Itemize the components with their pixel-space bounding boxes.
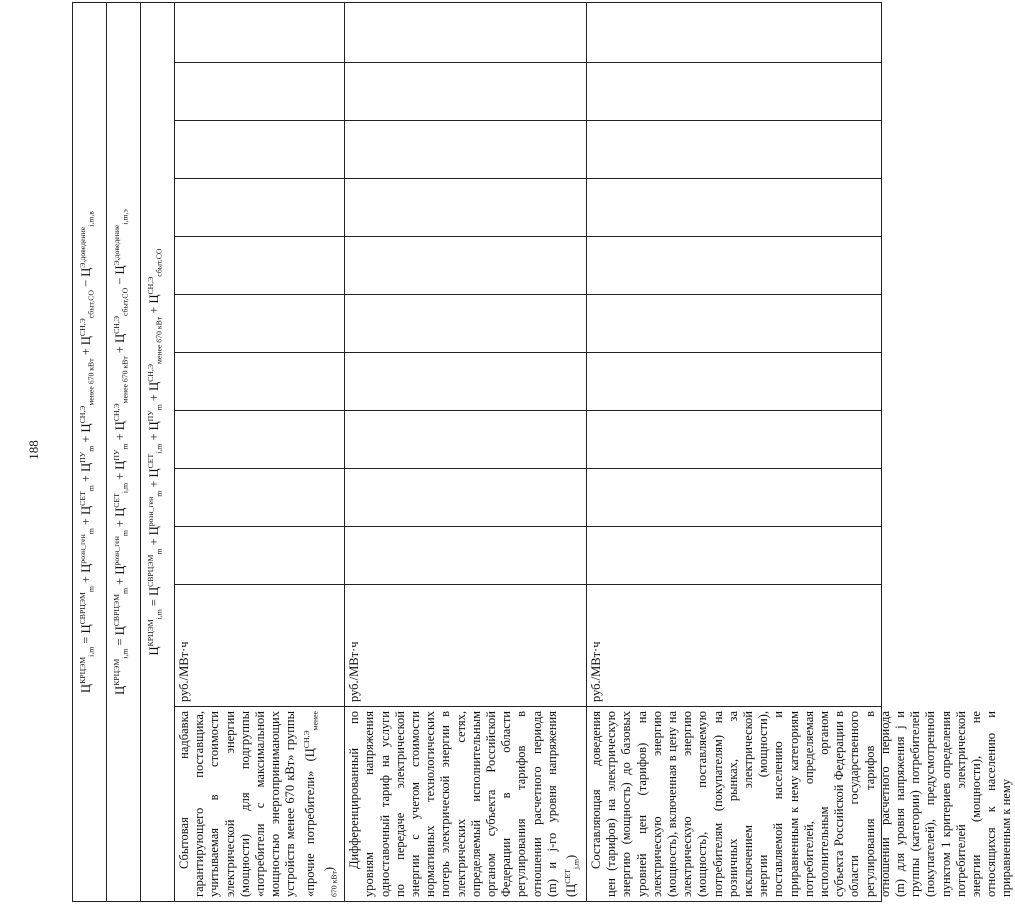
value-cell xyxy=(345,121,587,179)
rotated-page xyxy=(70,0,1014,905)
formula-row-2 xyxy=(107,2,141,901)
value-cell xyxy=(175,353,345,411)
row-description: Дифференцированный по уровням напряжения одноставочный тариф на услуги по передаче электрической энергии с учетом стоимости нормативных технологических потерь электрической энергии в электрических сетях, определяемый исполнительным органом субъекта Российской Федерации в области регулирования тарифов в отношении расчетного периода (m) и j-го уровня напряжения $(Ц^{СЕТ}_{j,m})$ xyxy=(345,707,587,902)
value-cell xyxy=(175,121,345,179)
value-cell xyxy=(345,179,587,237)
row-unit: руб./МВт·ч xyxy=(175,585,345,707)
value-cell xyxy=(345,63,587,121)
table-container xyxy=(70,0,1014,905)
value-cell xyxy=(175,63,345,121)
value-cell xyxy=(586,237,881,295)
value-cell xyxy=(345,527,587,585)
table-row xyxy=(175,2,345,901)
value-cell xyxy=(586,63,881,121)
table-row xyxy=(586,2,881,901)
value-cell xyxy=(345,2,587,62)
value-cell xyxy=(586,411,881,469)
value-cell xyxy=(345,295,587,353)
table-row xyxy=(345,2,587,901)
value-cell xyxy=(175,179,345,237)
value-cell xyxy=(175,527,345,585)
value-cell xyxy=(586,121,881,179)
formula-row-1 xyxy=(73,2,107,901)
value-cell xyxy=(586,179,881,237)
formula-cell-1 xyxy=(73,2,107,901)
formula-cell-2 xyxy=(107,2,141,901)
value-cell xyxy=(586,295,881,353)
value-cell xyxy=(345,353,587,411)
row-unit: руб./МВт·ч xyxy=(345,585,587,707)
value-cell xyxy=(345,469,587,527)
value-cell xyxy=(586,527,881,585)
value-cell xyxy=(175,237,345,295)
formula-cell-3 xyxy=(141,2,175,901)
value-cell xyxy=(175,411,345,469)
value-cell xyxy=(586,2,881,62)
value-cell xyxy=(586,469,881,527)
value-cell xyxy=(175,469,345,527)
row-unit: руб./МВт·ч xyxy=(586,585,881,707)
row-description: Сбытовая надбавка гарантирующего поставщика, учитываемая в стоимости электрической энергии (мощности) для подгруппы «потребители с максимальной мощностью энергопринимающих устройств менее 670 кВт» группы «прочие потребители» $(Ц^{СН,Э}_{менее 670 кВт})$ xyxy=(175,707,345,902)
tariff-table xyxy=(72,2,1014,902)
formula-2: $Ц^{КРЦЭМ}_{i,m} = Ц^{СВРЦЭМ}_m + Ц^{розн\_ген}_m + Ц^{СЕТ}_{i,m} + Ц^{ПУ}_m + Ц^{СН,Э}_{менее 670 кВт} + Ц^{СН,Э}_{сбыт,СО} - Ц^{Э,доведение}_{i,m,э}$ xyxy=(112,209,130,695)
value-cell xyxy=(345,411,587,469)
value-cell xyxy=(175,295,345,353)
value-cell xyxy=(586,353,881,411)
formula-row-3 xyxy=(141,2,175,901)
page-number: 188 xyxy=(25,440,41,460)
formula-1: $Ц^{КРЦЭМ}_{i,m} = Ц^{СВРЦЭМ}_m + Ц^{розн\_ген}_m + Ц^{СЕТ}_m + Ц^{ПУ}_m + Ц^{СН,Э}_{менее 670 кВт} + Ц^{СН,Э}_{сбыт,СО} - Ц^{Э,доведение}_{i,m,в}$ xyxy=(78,211,96,693)
value-cell xyxy=(345,237,587,295)
row-description: Составляющая доведения цен (тарифов) на электрическую энергию (мощность) до базовых уровней цен (тарифов) на электрическую энергию (мощность), включенная в цену на электрическую энергию (мощность), поставляемую потребителям (покупателям) на розничных рынках, за исключением электрической энергии (мощности), поставляемой населению и приравненным к нему категориям потребителей, определяемая исполнительным органом субъекта Российской Федерации в области государственного регулирования тарифов в отношении расчетного периода (m) для уровня напряжения j и группы (категории) потребителей (покупателей), предусмотренной пунктом 1 критериев определения потребителей электрической энергии (мощности), не относящихся к населению и приравненным к нему xyxy=(586,707,881,902)
value-cell xyxy=(175,2,345,62)
formula-3: $Ц^{КРЦЭМ}_{i,m} = Ц^{СВРЦЭМ}_m + Ц^{розн\_ген}_m + Ц^{СЕТ}_{i,m} + Ц^{ПУ}_m + Ц^{СН,Э}_{менее 670 кВт} + Ц^{СН,Э}_{сбыт,СО}$ xyxy=(146,248,164,656)
